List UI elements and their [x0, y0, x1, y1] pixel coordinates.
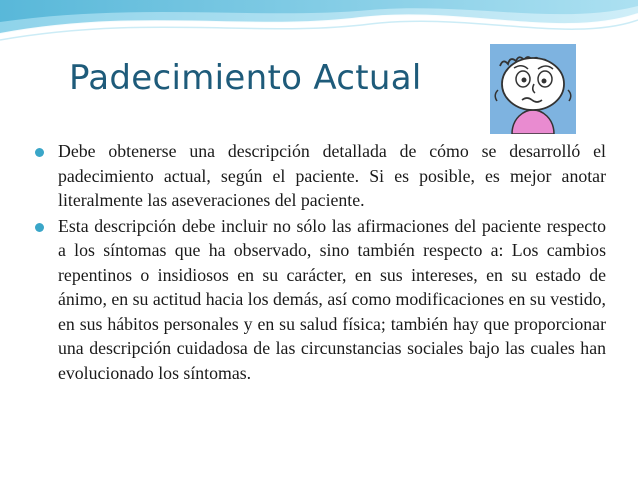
bullet-item — [34, 214, 606, 386]
bullet-list — [34, 139, 606, 385]
slide-title: Padecimiento Actual — [69, 58, 422, 98]
bullet-text: Debe obtenerse una descripción detallada de cómo se desarrolló el padecimiento actual, según el paciente. Si es posible, es mejor anotar literalmente las aseveraciones del paciente. — [58, 141, 606, 210]
bullet-dot-icon — [35, 223, 44, 232]
bullet-item — [34, 139, 606, 213]
bullet-dot-icon — [35, 148, 44, 157]
confused-face-clipart — [490, 44, 576, 134]
bullet-text: Esta descripción debe incluir no sólo las afirmaciones del paciente respecto a los síntomas que ha observado, sino también respecto a: Los cambios repentinos o insidiosos en su carácter, en sus intereses, en su estado de ánimo, en su actitud hacia los demás, así como modificaciones en su vestido, en sus hábitos personales y en su salud física; también hay que proporcionar una descripción cuidadosa de las circunstancias sociales bajo las cuales han evolucionado los síntomas. — [58, 215, 606, 383]
